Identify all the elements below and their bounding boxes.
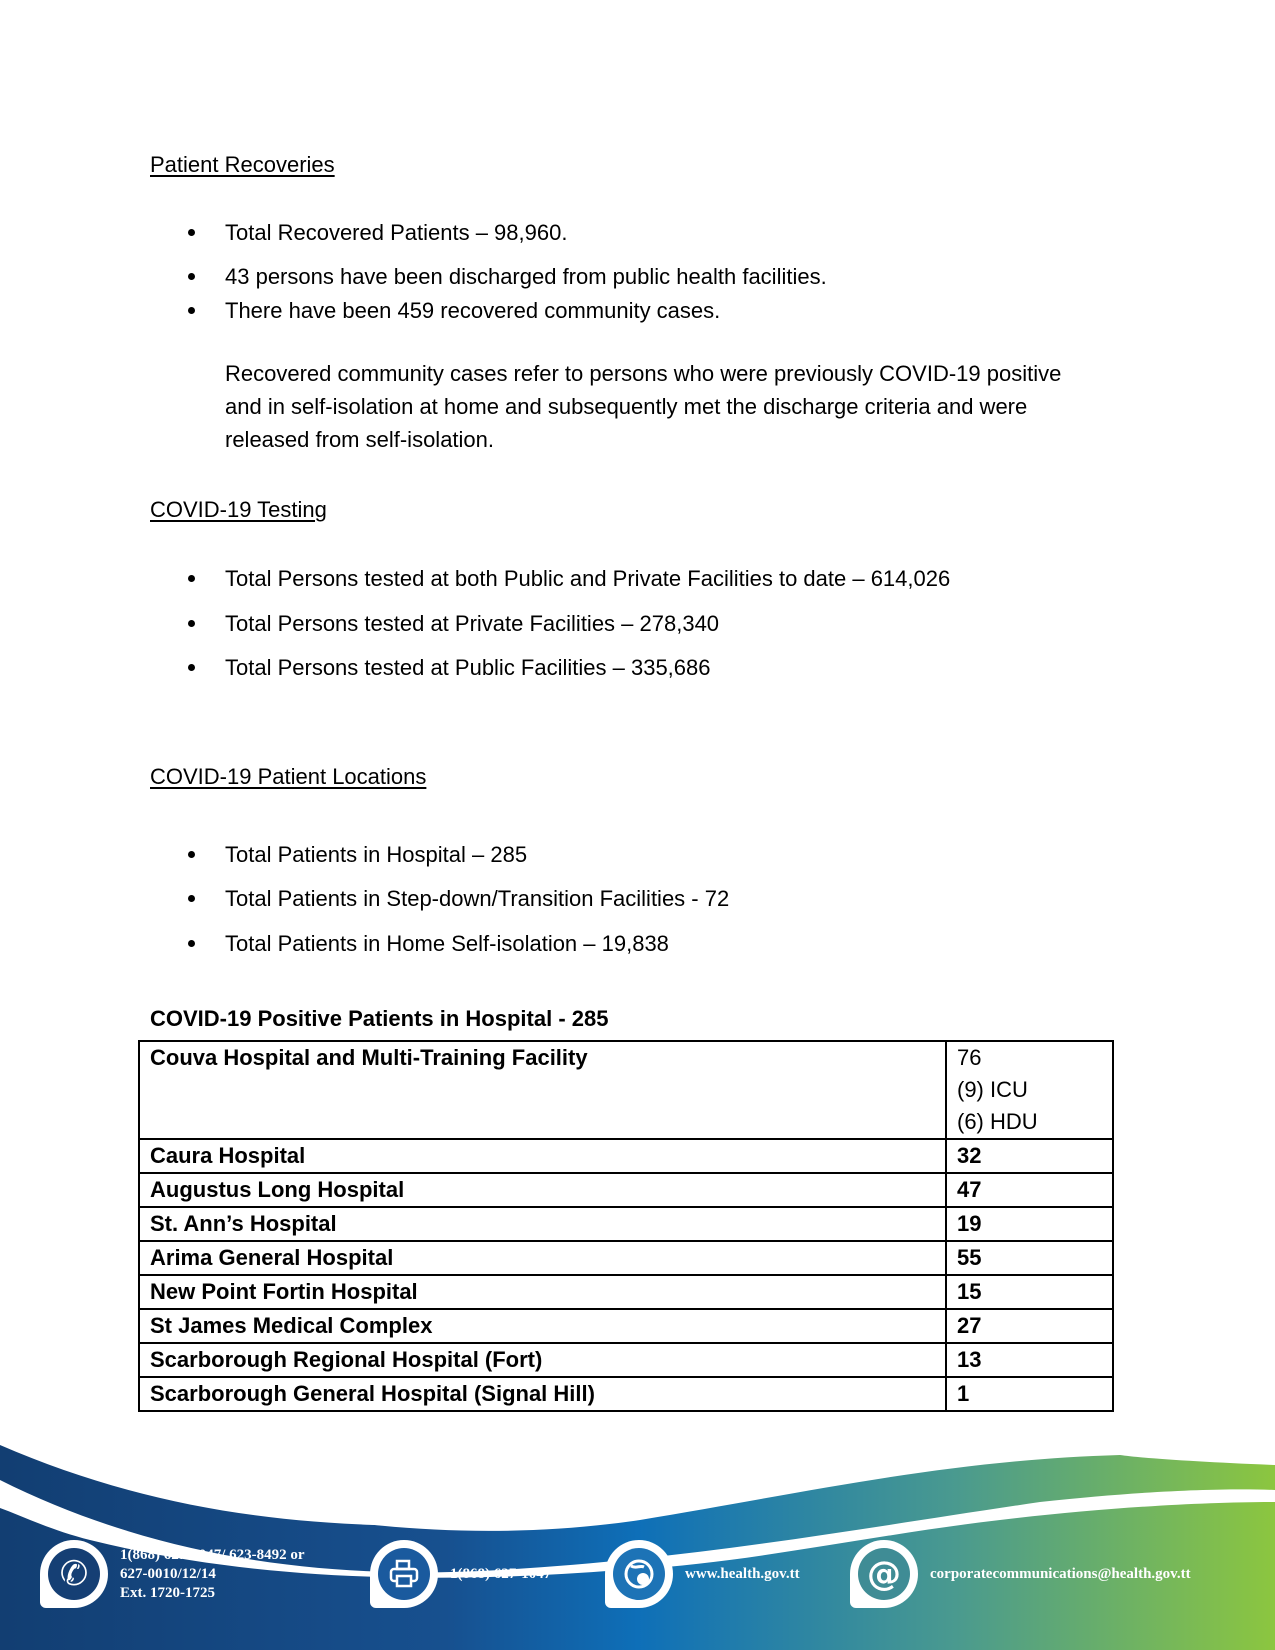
patient-count: 15 bbox=[946, 1275, 1113, 1309]
bullet-icon bbox=[188, 307, 195, 314]
bullet-icon bbox=[188, 620, 195, 627]
bullet-icon bbox=[188, 851, 195, 858]
footer-phone bbox=[40, 1540, 305, 1608]
hospital-name: Arima General Hospital bbox=[139, 1241, 946, 1275]
bullet-icon bbox=[188, 229, 195, 236]
patient-count: 19 bbox=[946, 1207, 1113, 1241]
footer-fax bbox=[370, 1540, 551, 1608]
bullet-icon bbox=[188, 895, 195, 902]
patient-count bbox=[946, 1041, 1113, 1139]
footer-wave-graphic bbox=[0, 1420, 1275, 1650]
patient-count-total: 76 bbox=[957, 1045, 982, 1070]
recovered-community-note bbox=[225, 357, 1185, 456]
hospital-name: Scarborough General Hospital (Signal Hill) bbox=[139, 1377, 946, 1411]
hospital-name: St. Ann’s Hospital bbox=[139, 1207, 946, 1241]
table-row bbox=[139, 1377, 1113, 1411]
table-row bbox=[139, 1275, 1113, 1309]
fax-number: 1(868) 627-1047 bbox=[450, 1565, 552, 1582]
hospital-name: Scarborough Regional Hospital (Fort) bbox=[139, 1343, 946, 1377]
phone-extension: Ext. 1720-1725 bbox=[120, 1584, 215, 1601]
footer-website[interactable] bbox=[605, 1540, 800, 1608]
table-title: COVID-19 Positive Patients in Hospital - 285 bbox=[150, 1006, 609, 1031]
at-icon: @ bbox=[850, 1540, 918, 1608]
patient-count: 27 bbox=[946, 1309, 1113, 1343]
globe-icon bbox=[605, 1540, 673, 1608]
table-row bbox=[139, 1309, 1113, 1343]
table-row bbox=[139, 1173, 1113, 1207]
hospital-name: Caura Hospital bbox=[139, 1139, 946, 1173]
bullet-icon bbox=[188, 273, 195, 280]
phone-line: 627-0010/12/14 bbox=[120, 1565, 216, 1582]
hdu-count: (6) HDU bbox=[957, 1109, 1038, 1134]
hospital-table bbox=[138, 1040, 1114, 1412]
website-link[interactable]: www.health.gov.tt bbox=[685, 1565, 800, 1582]
note-line: and in self-isolation at home and subsequently met the discharge criteria and were bbox=[225, 394, 1028, 419]
bullet-icon bbox=[188, 575, 195, 582]
hospital-name: New Point Fortin Hospital bbox=[139, 1275, 946, 1309]
note-line: released from self-isolation. bbox=[225, 427, 495, 452]
hospital-name: Augustus Long Hospital bbox=[139, 1173, 946, 1207]
phone-icon: ✆ bbox=[40, 1540, 108, 1608]
patient-count: 47 bbox=[946, 1173, 1113, 1207]
table-row bbox=[139, 1041, 1113, 1139]
heading-covid-testing: COVID-19 Testing bbox=[150, 497, 327, 522]
table-row bbox=[139, 1241, 1113, 1275]
bullet-icon bbox=[188, 940, 195, 947]
patient-count: 1 bbox=[946, 1377, 1113, 1411]
bullet-icon bbox=[188, 664, 195, 671]
patient-count: 13 bbox=[946, 1343, 1113, 1377]
printer-icon bbox=[370, 1540, 438, 1608]
table-row bbox=[139, 1139, 1113, 1173]
footer-email[interactable] bbox=[850, 1540, 1191, 1608]
footer-banner bbox=[0, 1420, 1275, 1650]
patient-count: 55 bbox=[946, 1241, 1113, 1275]
patient-count: 32 bbox=[946, 1139, 1113, 1173]
hospital-name: Couva Hospital and Multi-Training Facility bbox=[139, 1041, 946, 1139]
icu-count: (9) ICU bbox=[957, 1077, 1028, 1102]
heading-patient-locations: COVID-19 Patient Locations bbox=[150, 764, 427, 789]
heading-patient-recoveries: Patient Recoveries bbox=[150, 152, 335, 177]
email-link[interactable]: corporatecommunications@health.gov.tt bbox=[930, 1565, 1191, 1582]
note-line: Recovered community cases refer to persons who were previously COVID-19 positive bbox=[225, 361, 1062, 386]
phone-line: 1(868) 627-1047/ 623-8492 or bbox=[120, 1546, 305, 1563]
hospital-name: St James Medical Complex bbox=[139, 1309, 946, 1343]
table-row bbox=[139, 1207, 1113, 1241]
table-row bbox=[139, 1343, 1113, 1377]
